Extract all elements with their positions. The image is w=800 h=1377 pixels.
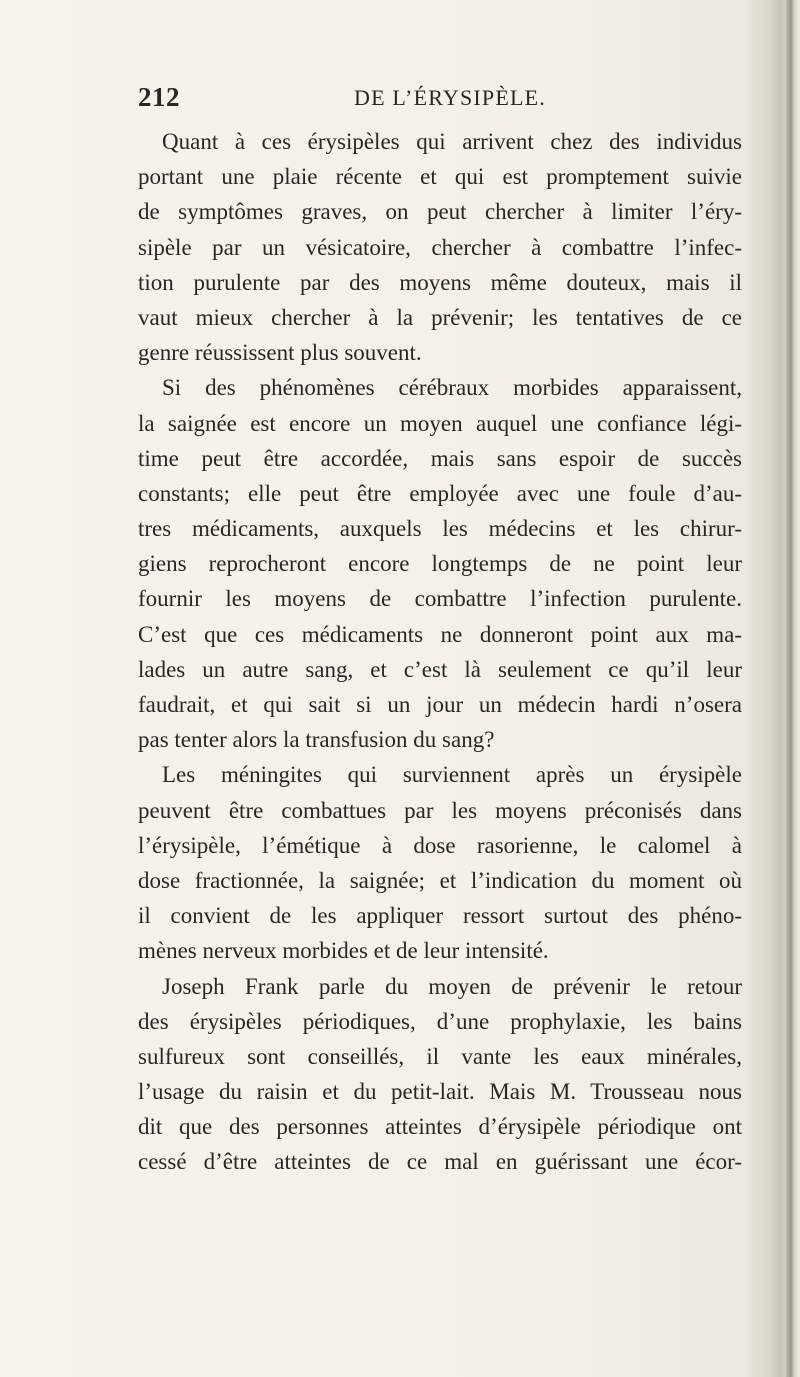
text-line: mènes nerveux morbides et de leur intensité. xyxy=(138,938,549,964)
text-line: fournir les moyens de combattre l’infection purulente. xyxy=(138,586,742,612)
text-line: il convient de les appliquer ressort surtout des phéno- xyxy=(138,903,742,929)
text-line: l’érysipèle, l’émétique à dose rasorienne, le calomel à xyxy=(138,832,742,858)
text-line: dose fractionnée, la saignée; et l’indication du moment où xyxy=(138,867,742,893)
text-line: pas tenter alors la transfusion du sang? xyxy=(138,727,495,753)
text-line: time peut être accordée, mais sans espoir de succès xyxy=(138,445,742,471)
text-line: la saignée est encore un moyen auquel une confiance légi- xyxy=(138,410,742,436)
text-line: cessé d’être atteintes de ce mal en guérissant une écor- xyxy=(138,1149,742,1175)
page-header xyxy=(138,82,742,116)
text-line: dit que des personnes atteintes d’érysipèle périodique ont xyxy=(138,1114,742,1140)
text-line: Quant à ces érysipèles qui arrivent chez des individus xyxy=(162,129,742,154)
text-line: faudrait, et qui sait si un jour un médecin hardi n’osera xyxy=(138,692,742,717)
running-head: DE L’ÉRYSIPÈLE. xyxy=(354,85,546,110)
text-line: tion purulente par des moyens même douteux, mais il xyxy=(138,269,742,295)
text-line: Joseph Frank parle du moyen de prévenir le retour xyxy=(162,973,742,999)
text-line: sipèle par un vésicatoire, chercher à combattre l’infec- xyxy=(138,234,742,260)
text-line: portant une plaie récente et qui est promptement suivie xyxy=(138,164,742,190)
text-line: sulfureux sont conseillés, il vante les eaux minérales, xyxy=(138,1043,742,1069)
text-line: vaut mieux chercher à la prévenir; les tentatives de ce xyxy=(138,304,742,330)
text-line: C’est que ces médicaments ne donneront point aux ma- xyxy=(138,621,742,647)
text-line: peuvent être combattues par les moyens préconisés dans xyxy=(138,797,742,823)
text-line: tres médicaments, auxquels les médecins et les chirur- xyxy=(138,516,742,542)
text-line: Si des phénomènes cérébraux morbides apparaissent, xyxy=(162,375,742,401)
text-line: de symptômes graves, on peut chercher à limiter l’éry- xyxy=(138,199,742,225)
text-line: giens reprocheront encore longtemps de ne point leur xyxy=(138,551,742,577)
text-line: lades un autre sang, et c’est là seulement ce qu’il leur xyxy=(138,656,742,682)
text-line: l’usage du raisin et du petit-lait. Mais M. Trousseau nous xyxy=(138,1079,742,1105)
text-line: des érysipèles périodiques, d’une prophylaxie, les bains xyxy=(138,1008,742,1034)
text-line: constants; elle peut être employée avec une foule d’au- xyxy=(138,480,742,506)
page-number: 212 xyxy=(138,82,180,112)
text-line: Les méningites qui surviennent après un érysipèle xyxy=(162,762,742,788)
page-edge-shadow xyxy=(786,0,800,1377)
body-text xyxy=(138,124,742,1180)
text-line: genre réussissent plus souvent. xyxy=(138,340,422,366)
